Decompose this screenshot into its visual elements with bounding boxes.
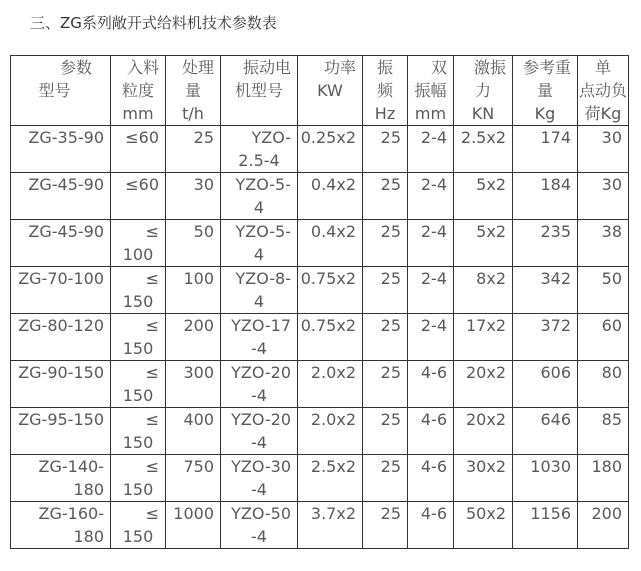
power-cell xyxy=(298,408,363,455)
cell-line: 5x2 xyxy=(476,175,506,194)
capacity-cell xyxy=(166,126,221,173)
cell-line: 150 xyxy=(122,433,154,452)
cell-line: 4-6 xyxy=(420,410,447,429)
cell-line: ≤ xyxy=(145,457,159,476)
frequency-cell xyxy=(363,126,408,173)
power-cell xyxy=(298,455,363,502)
point-load-cell xyxy=(578,408,629,455)
cell-line: ≤ xyxy=(145,269,159,288)
capacity-cell xyxy=(166,361,221,408)
ref-weight-cell xyxy=(513,220,578,267)
cell-line: 184 xyxy=(540,175,571,194)
capacity-cell xyxy=(166,502,221,549)
table-row xyxy=(11,220,629,267)
cell-line: ≤ xyxy=(145,222,159,241)
header-line: 粒度 xyxy=(121,81,154,100)
cell-line: ≤60 xyxy=(125,128,159,147)
cell-line: 300 xyxy=(183,363,214,382)
cell-line: YZO-17 xyxy=(231,316,291,335)
header-line: 参数 xyxy=(59,58,92,77)
cell-line: ≤60 xyxy=(125,175,159,194)
excitation-force-cell xyxy=(454,173,513,220)
param-model-cell xyxy=(11,267,111,314)
power-cell xyxy=(298,173,363,220)
frequency-cell xyxy=(363,173,408,220)
header-line: 荷Kg xyxy=(584,104,622,123)
capacity-cell xyxy=(166,173,221,220)
cell-line: 50 xyxy=(193,222,214,241)
feed-size-cell xyxy=(111,126,166,173)
excitation-force-cell xyxy=(454,126,513,173)
amplitude-cell xyxy=(408,220,454,267)
cell-line: 2.5x2 xyxy=(460,128,506,147)
cell-line: 25 xyxy=(380,316,401,335)
param-model-cell xyxy=(11,314,111,361)
cell-line: 606 xyxy=(540,363,571,382)
cell-line: 2-4 xyxy=(420,128,447,147)
power-cell xyxy=(298,502,363,549)
cell-line: 0.4x2 xyxy=(310,222,356,241)
cell-line: 150 xyxy=(122,292,154,311)
amplitude-cell xyxy=(408,455,454,502)
cell-line: 4 xyxy=(253,292,265,311)
power-cell xyxy=(298,126,363,173)
param-model-cell xyxy=(11,361,111,408)
cell-line: 30 xyxy=(601,175,622,194)
motor-model-cell xyxy=(221,502,298,549)
table-row xyxy=(11,361,629,408)
cell-line: 30 xyxy=(601,128,622,147)
power-cell xyxy=(298,220,363,267)
col-header-excitation-force xyxy=(454,56,513,126)
header-line: mm xyxy=(414,104,447,123)
cell-line: ZG-45-90 xyxy=(28,175,104,194)
col-header-motor-model xyxy=(221,56,298,126)
page xyxy=(0,12,641,549)
header-line: 量 xyxy=(184,81,201,100)
ref-weight-cell xyxy=(513,173,578,220)
point-load-cell xyxy=(578,173,629,220)
amplitude-cell xyxy=(408,267,454,314)
cell-line: 25 xyxy=(380,457,401,476)
excitation-force-cell xyxy=(454,502,513,549)
cell-line: 200 xyxy=(591,504,622,523)
cell-line: YZO- xyxy=(251,128,291,147)
header-line: KW xyxy=(317,81,343,100)
header-line: 功率 xyxy=(323,58,356,77)
frequency-cell xyxy=(363,408,408,455)
cell-line: ZG-80-120 xyxy=(18,316,104,335)
cell-line: -4 xyxy=(251,386,267,405)
cell-line: 2.0x2 xyxy=(310,410,356,429)
header-line: 力 xyxy=(474,81,491,100)
cell-line: -4 xyxy=(251,339,267,358)
cell-line: 4-6 xyxy=(420,363,447,382)
frequency-cell xyxy=(363,220,408,267)
header-line: 激振 xyxy=(473,58,506,77)
table-header-row xyxy=(11,56,629,126)
cell-line: 25 xyxy=(380,175,401,194)
cell-line: 25 xyxy=(380,410,401,429)
cell-line: 0.25x2 xyxy=(300,128,356,147)
col-header-ref-weight xyxy=(513,56,578,126)
header-line: t/h xyxy=(182,104,204,123)
feed-size-cell xyxy=(111,173,166,220)
feed-size-cell xyxy=(111,502,166,549)
cell-line: YZO-5- xyxy=(235,175,291,194)
cell-line: -4 xyxy=(251,480,267,499)
col-header-feed-size xyxy=(111,56,166,126)
cell-line: ZG-70-100 xyxy=(18,269,104,288)
cell-line: 372 xyxy=(540,316,571,335)
header-line: Kg xyxy=(534,104,556,123)
cell-line: ZG-45-90 xyxy=(28,222,104,241)
feed-size-cell xyxy=(111,314,166,361)
cell-line: 100 xyxy=(183,269,214,288)
cell-line: 0.75x2 xyxy=(300,316,356,335)
cell-line: YZO-50 xyxy=(231,504,291,523)
cell-line: 25 xyxy=(193,128,214,147)
param-model-cell xyxy=(11,220,111,267)
header-line: 处理 xyxy=(181,58,214,77)
header-line: 频 xyxy=(376,81,393,100)
amplitude-cell xyxy=(408,361,454,408)
cell-line: 2.5x2 xyxy=(310,457,356,476)
header-line: 量 xyxy=(536,81,553,100)
cell-line: YZO-20 xyxy=(231,363,291,382)
cell-line: 750 xyxy=(183,457,214,476)
ref-weight-cell xyxy=(513,408,578,455)
header-line: Hz xyxy=(374,104,396,123)
page-title: 三、ZG系列敞开式给料机技术参数表 xyxy=(30,14,277,32)
cell-line: 2-4 xyxy=(420,222,447,241)
param-model-cell xyxy=(11,455,111,502)
cell-line: ZG-140-180 xyxy=(38,457,104,499)
cell-line: 646 xyxy=(540,410,571,429)
motor-model-cell xyxy=(221,173,298,220)
cell-line: 4 xyxy=(253,245,265,264)
cell-line: 60 xyxy=(601,316,622,335)
frequency-cell xyxy=(363,455,408,502)
cell-line: 4-6 xyxy=(420,457,447,476)
ref-weight-cell xyxy=(513,502,578,549)
col-header-param-model xyxy=(11,56,111,126)
header-line: 入料 xyxy=(126,58,159,77)
motor-model-cell xyxy=(221,361,298,408)
capacity-cell xyxy=(166,267,221,314)
cell-line: YZO-8- xyxy=(235,269,291,288)
cell-line: ≤ xyxy=(145,410,159,429)
cell-line: 0.75x2 xyxy=(300,269,356,288)
col-header-power xyxy=(298,56,363,126)
feed-size-cell xyxy=(111,408,166,455)
header-line: 振幅 xyxy=(414,81,447,100)
amplitude-cell xyxy=(408,408,454,455)
cell-line: 2-4 xyxy=(420,316,447,335)
motor-model-cell xyxy=(221,267,298,314)
capacity-cell xyxy=(166,220,221,267)
param-model-cell xyxy=(11,173,111,220)
cell-line: 400 xyxy=(183,410,214,429)
motor-model-cell xyxy=(221,408,298,455)
table-body xyxy=(11,126,629,549)
header-line: 参考重 xyxy=(522,58,571,77)
cell-line: ≤ xyxy=(145,504,159,523)
cell-line: 1030 xyxy=(530,457,571,476)
param-model-cell xyxy=(11,502,111,549)
motor-model-cell xyxy=(221,314,298,361)
cell-line: 20x2 xyxy=(465,410,506,429)
cell-line: 50 xyxy=(601,269,622,288)
header-line: 振 xyxy=(376,58,393,77)
param-model-cell xyxy=(11,126,111,173)
point-load-cell xyxy=(578,267,629,314)
cell-line: 38 xyxy=(601,222,622,241)
cell-line: -4 xyxy=(251,527,267,546)
cell-line: YZO-30 xyxy=(231,457,291,476)
table-row xyxy=(11,408,629,455)
amplitude-cell xyxy=(408,173,454,220)
cell-line: 174 xyxy=(540,128,571,147)
table-row xyxy=(11,267,629,314)
cell-line: ≤ xyxy=(145,363,159,382)
cell-line: 8x2 xyxy=(476,269,506,288)
table-row xyxy=(11,126,629,173)
cell-line: ZG-160-180 xyxy=(38,504,104,546)
header-line: 点动负 xyxy=(578,81,627,100)
header-line: mm xyxy=(122,104,154,123)
cell-line: -4 xyxy=(251,433,267,452)
cell-line: 342 xyxy=(540,269,571,288)
feed-size-cell xyxy=(111,267,166,314)
cell-line: 30x2 xyxy=(465,457,506,476)
cell-line: 180 xyxy=(591,457,622,476)
cell-line: ZG-90-150 xyxy=(18,363,104,382)
header-line: 型号 xyxy=(38,81,71,100)
cell-line: 25 xyxy=(380,363,401,382)
excitation-force-cell xyxy=(454,220,513,267)
feed-size-cell xyxy=(111,361,166,408)
cell-line: ZG-35-90 xyxy=(28,128,104,147)
capacity-cell xyxy=(166,314,221,361)
excitation-force-cell xyxy=(454,314,513,361)
col-header-frequency xyxy=(363,56,408,126)
ref-weight-cell xyxy=(513,314,578,361)
header-line: 振动电 xyxy=(242,58,291,77)
frequency-cell xyxy=(363,267,408,314)
excitation-force-cell xyxy=(454,361,513,408)
feed-size-cell xyxy=(111,220,166,267)
cell-line: 150 xyxy=(122,480,154,499)
cell-line: 0.4x2 xyxy=(310,175,356,194)
excitation-force-cell xyxy=(454,408,513,455)
cell-line: 150 xyxy=(122,527,154,546)
cell-line: 150 xyxy=(122,339,154,358)
ref-weight-cell xyxy=(513,126,578,173)
capacity-cell xyxy=(166,455,221,502)
cell-line: 25 xyxy=(380,504,401,523)
ref-weight-cell xyxy=(513,267,578,314)
cell-line: 85 xyxy=(601,410,622,429)
point-load-cell xyxy=(578,126,629,173)
amplitude-cell xyxy=(408,126,454,173)
header-line: 机型号 xyxy=(234,81,283,100)
cell-line: 1000 xyxy=(173,504,214,523)
cell-line: YZO-20 xyxy=(231,410,291,429)
cell-line: 25 xyxy=(380,222,401,241)
ref-weight-cell xyxy=(513,455,578,502)
cell-line: 5x2 xyxy=(476,222,506,241)
header-line: KN xyxy=(471,104,495,123)
cell-line: 20x2 xyxy=(465,363,506,382)
motor-model-cell xyxy=(221,455,298,502)
cell-line: 3.7x2 xyxy=(310,504,356,523)
cell-line: 25 xyxy=(380,128,401,147)
point-load-cell xyxy=(578,314,629,361)
excitation-force-cell xyxy=(454,267,513,314)
cell-line: 2-4 xyxy=(420,269,447,288)
col-header-capacity xyxy=(166,56,221,126)
point-load-cell xyxy=(578,220,629,267)
motor-model-cell xyxy=(221,220,298,267)
header-line: 双 xyxy=(430,58,447,77)
table-row xyxy=(11,173,629,220)
power-cell xyxy=(298,361,363,408)
table-row xyxy=(11,314,629,361)
cell-line: 2.5-4 xyxy=(238,151,280,170)
power-cell xyxy=(298,267,363,314)
power-cell xyxy=(298,314,363,361)
cell-line: ≤ xyxy=(145,316,159,335)
cell-line: 235 xyxy=(540,222,571,241)
cell-line: 4-6 xyxy=(420,504,447,523)
col-header-point-load xyxy=(578,56,629,126)
cell-line: 80 xyxy=(601,363,622,382)
cell-line: 100 xyxy=(122,245,154,264)
cell-line: 17x2 xyxy=(465,316,506,335)
header-line: 单 xyxy=(594,58,611,77)
cell-line: YZO-5- xyxy=(235,222,291,241)
table-row xyxy=(11,502,629,549)
cell-line: 25 xyxy=(380,269,401,288)
motor-model-cell xyxy=(221,126,298,173)
cell-line: 200 xyxy=(183,316,214,335)
point-load-cell xyxy=(578,502,629,549)
amplitude-cell xyxy=(408,502,454,549)
frequency-cell xyxy=(363,361,408,408)
cell-line: 150 xyxy=(122,386,154,405)
feed-size-cell xyxy=(111,455,166,502)
cell-line: 1156 xyxy=(530,504,571,523)
param-model-cell xyxy=(11,408,111,455)
cell-line: 2-4 xyxy=(420,175,447,194)
cell-line: 30 xyxy=(193,175,214,194)
cell-line: 50x2 xyxy=(465,504,506,523)
frequency-cell xyxy=(363,314,408,361)
excitation-force-cell xyxy=(454,455,513,502)
cell-line: ZG-95-150 xyxy=(18,410,104,429)
parameters-table xyxy=(10,55,629,549)
point-load-cell xyxy=(578,455,629,502)
point-load-cell xyxy=(578,361,629,408)
capacity-cell xyxy=(166,408,221,455)
cell-line: 2.0x2 xyxy=(310,363,356,382)
table-header xyxy=(11,56,629,126)
amplitude-cell xyxy=(408,314,454,361)
frequency-cell xyxy=(363,502,408,549)
ref-weight-cell xyxy=(513,361,578,408)
table-row xyxy=(11,455,629,502)
col-header-amplitude xyxy=(408,56,454,126)
cell-line: 4 xyxy=(253,198,265,217)
